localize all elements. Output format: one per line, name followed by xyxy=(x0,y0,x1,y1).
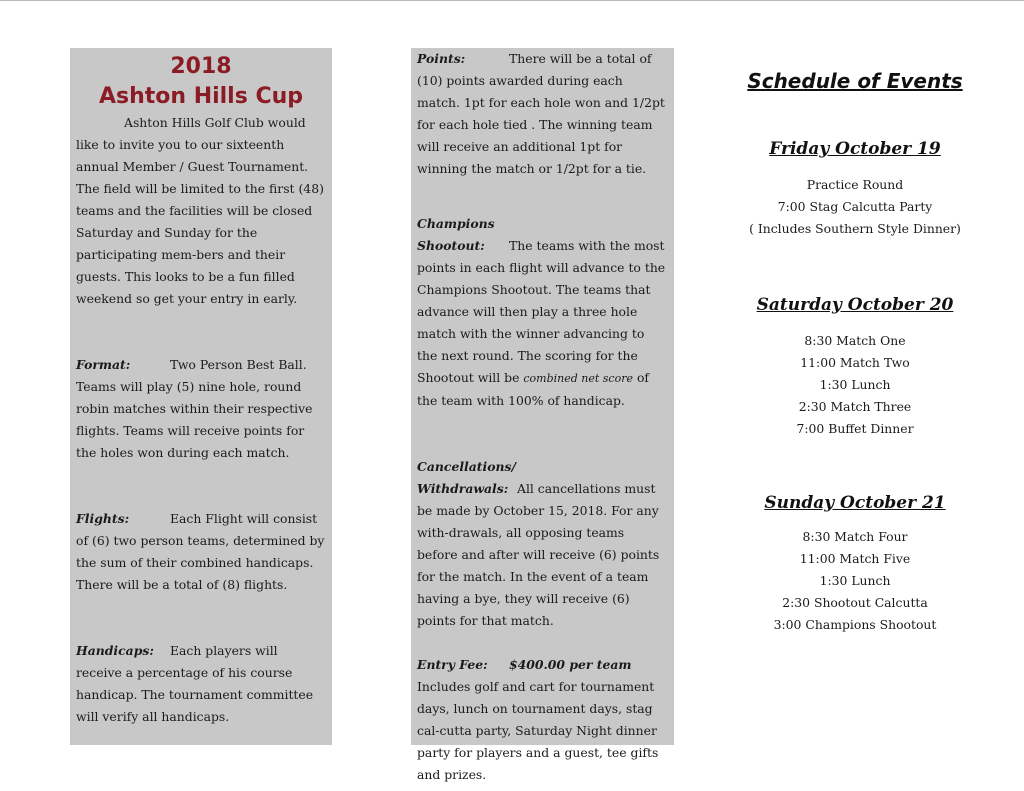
saturday-events xyxy=(700,330,1010,440)
fee-label: Entry Fee: xyxy=(417,657,488,672)
cancel-text: All cancellations must be made by October 15, 2018. For any with-drawals, all opposing teams before and after will receive (6) points for the match. In the event of a team having a bye, they will receive (6) points for that match. xyxy=(417,481,660,628)
fee-text: Includes golf and cart for tournament days, lunch on tournament days, stag cal-cutta party, Saturday Night dinner party for players and a guest, tee gifts and prizes. xyxy=(417,679,659,782)
flights-section xyxy=(76,508,326,596)
event-item: 8:30 Match One xyxy=(804,333,906,348)
event-item: 2:30 Match Three xyxy=(798,399,912,414)
left-panel xyxy=(70,48,332,745)
intro-paragraph: Ashton Hills Golf Club would like to invite you to our sixteenth annual Member / Guest Tournament. The field will be limited to the first (48) teams and the facilities will be closed Saturday and Sunday for the participating mem-bers and their guests. This looks to be a fun filled weekend so get your entry in early. xyxy=(76,115,324,306)
format-section xyxy=(76,354,326,464)
sunday-events xyxy=(700,526,1010,636)
handicaps-text: Each players will receive a percentage of his course handicap. The tournament committee will verify all handicaps. xyxy=(76,643,314,724)
champions-text-italic: combined net score xyxy=(523,372,633,385)
event-item: 2:30 Shootout Calcutta xyxy=(782,595,928,610)
schedule-column xyxy=(700,48,1010,636)
format-text: Two Person Best Ball. Teams will play (5) nine hole, round robin matches within their respective flights. Teams will receive points for the holes won during each match. xyxy=(76,357,313,460)
champions-label-line1: Champions xyxy=(417,216,495,231)
event-item: 1:30 Lunch xyxy=(819,573,891,588)
event-title: Ashton Hills Cup xyxy=(98,84,304,109)
champions-text-b: of the team with 100% of handicap. xyxy=(417,370,649,408)
event-year: 2018 xyxy=(170,54,232,79)
event-item: 11:00 Match Five xyxy=(799,551,911,566)
cancel-label-line1: Cancellations/ xyxy=(417,459,516,474)
event-item: 1:30 Lunch xyxy=(819,377,891,392)
points-section xyxy=(417,48,668,180)
handicaps-label: Handicaps: xyxy=(76,643,154,658)
schedule-title: Schedule of Events xyxy=(747,69,963,93)
points-label: Points: xyxy=(417,51,466,66)
champions-label-line2: Shootout: xyxy=(417,238,485,253)
event-item: ( Includes Southern Style Dinner) xyxy=(749,221,961,236)
saturday-heading: Saturday October 20 xyxy=(756,295,954,315)
champions-text-a: The teams with the most points in each flight will advance to the Champions Shootout. The teams that advance will then play a three hole match with the winner advancing to the next round. The scoring for the Shootout will be xyxy=(417,238,666,385)
event-item: Practice Round xyxy=(806,177,904,192)
cancellations-section xyxy=(417,456,668,632)
event-item: 11:00 Match Two xyxy=(800,355,910,370)
middle-panel xyxy=(411,48,674,782)
handicaps-section xyxy=(76,640,326,728)
fee-amount: $400.00 per team xyxy=(509,657,632,672)
event-item: 8:30 Match Four xyxy=(802,529,908,544)
top-border-line xyxy=(0,0,1024,1)
champions-section xyxy=(417,213,668,412)
format-label: Format: xyxy=(76,357,131,372)
cancel-label-line2: Withdrawals: xyxy=(417,481,509,496)
friday-events xyxy=(700,174,1010,240)
event-item: 3:00 Champions Shootout xyxy=(773,617,937,632)
flights-text: Each Flight will consist of (6) two person teams, determined by the sum of their combined handicaps. There will be a total of (8) flights. xyxy=(76,511,325,592)
event-item: 7:00 Stag Calcutta Party xyxy=(777,199,933,214)
flights-label: Flights: xyxy=(76,511,130,526)
event-item: 7:00 Buffet Dinner xyxy=(796,421,914,436)
sunday-heading: Sunday October 21 xyxy=(764,493,946,513)
friday-heading: Friday October 19 xyxy=(769,139,941,159)
points-text: There will be a total of (10) points awarded during each match. 1pt for each hole won and 1/2pt for each hole tied . The winning team will receive an additional 1pt for winning the match or 1/2pt for a tie. xyxy=(417,51,665,176)
entry-fee-section xyxy=(417,654,668,786)
